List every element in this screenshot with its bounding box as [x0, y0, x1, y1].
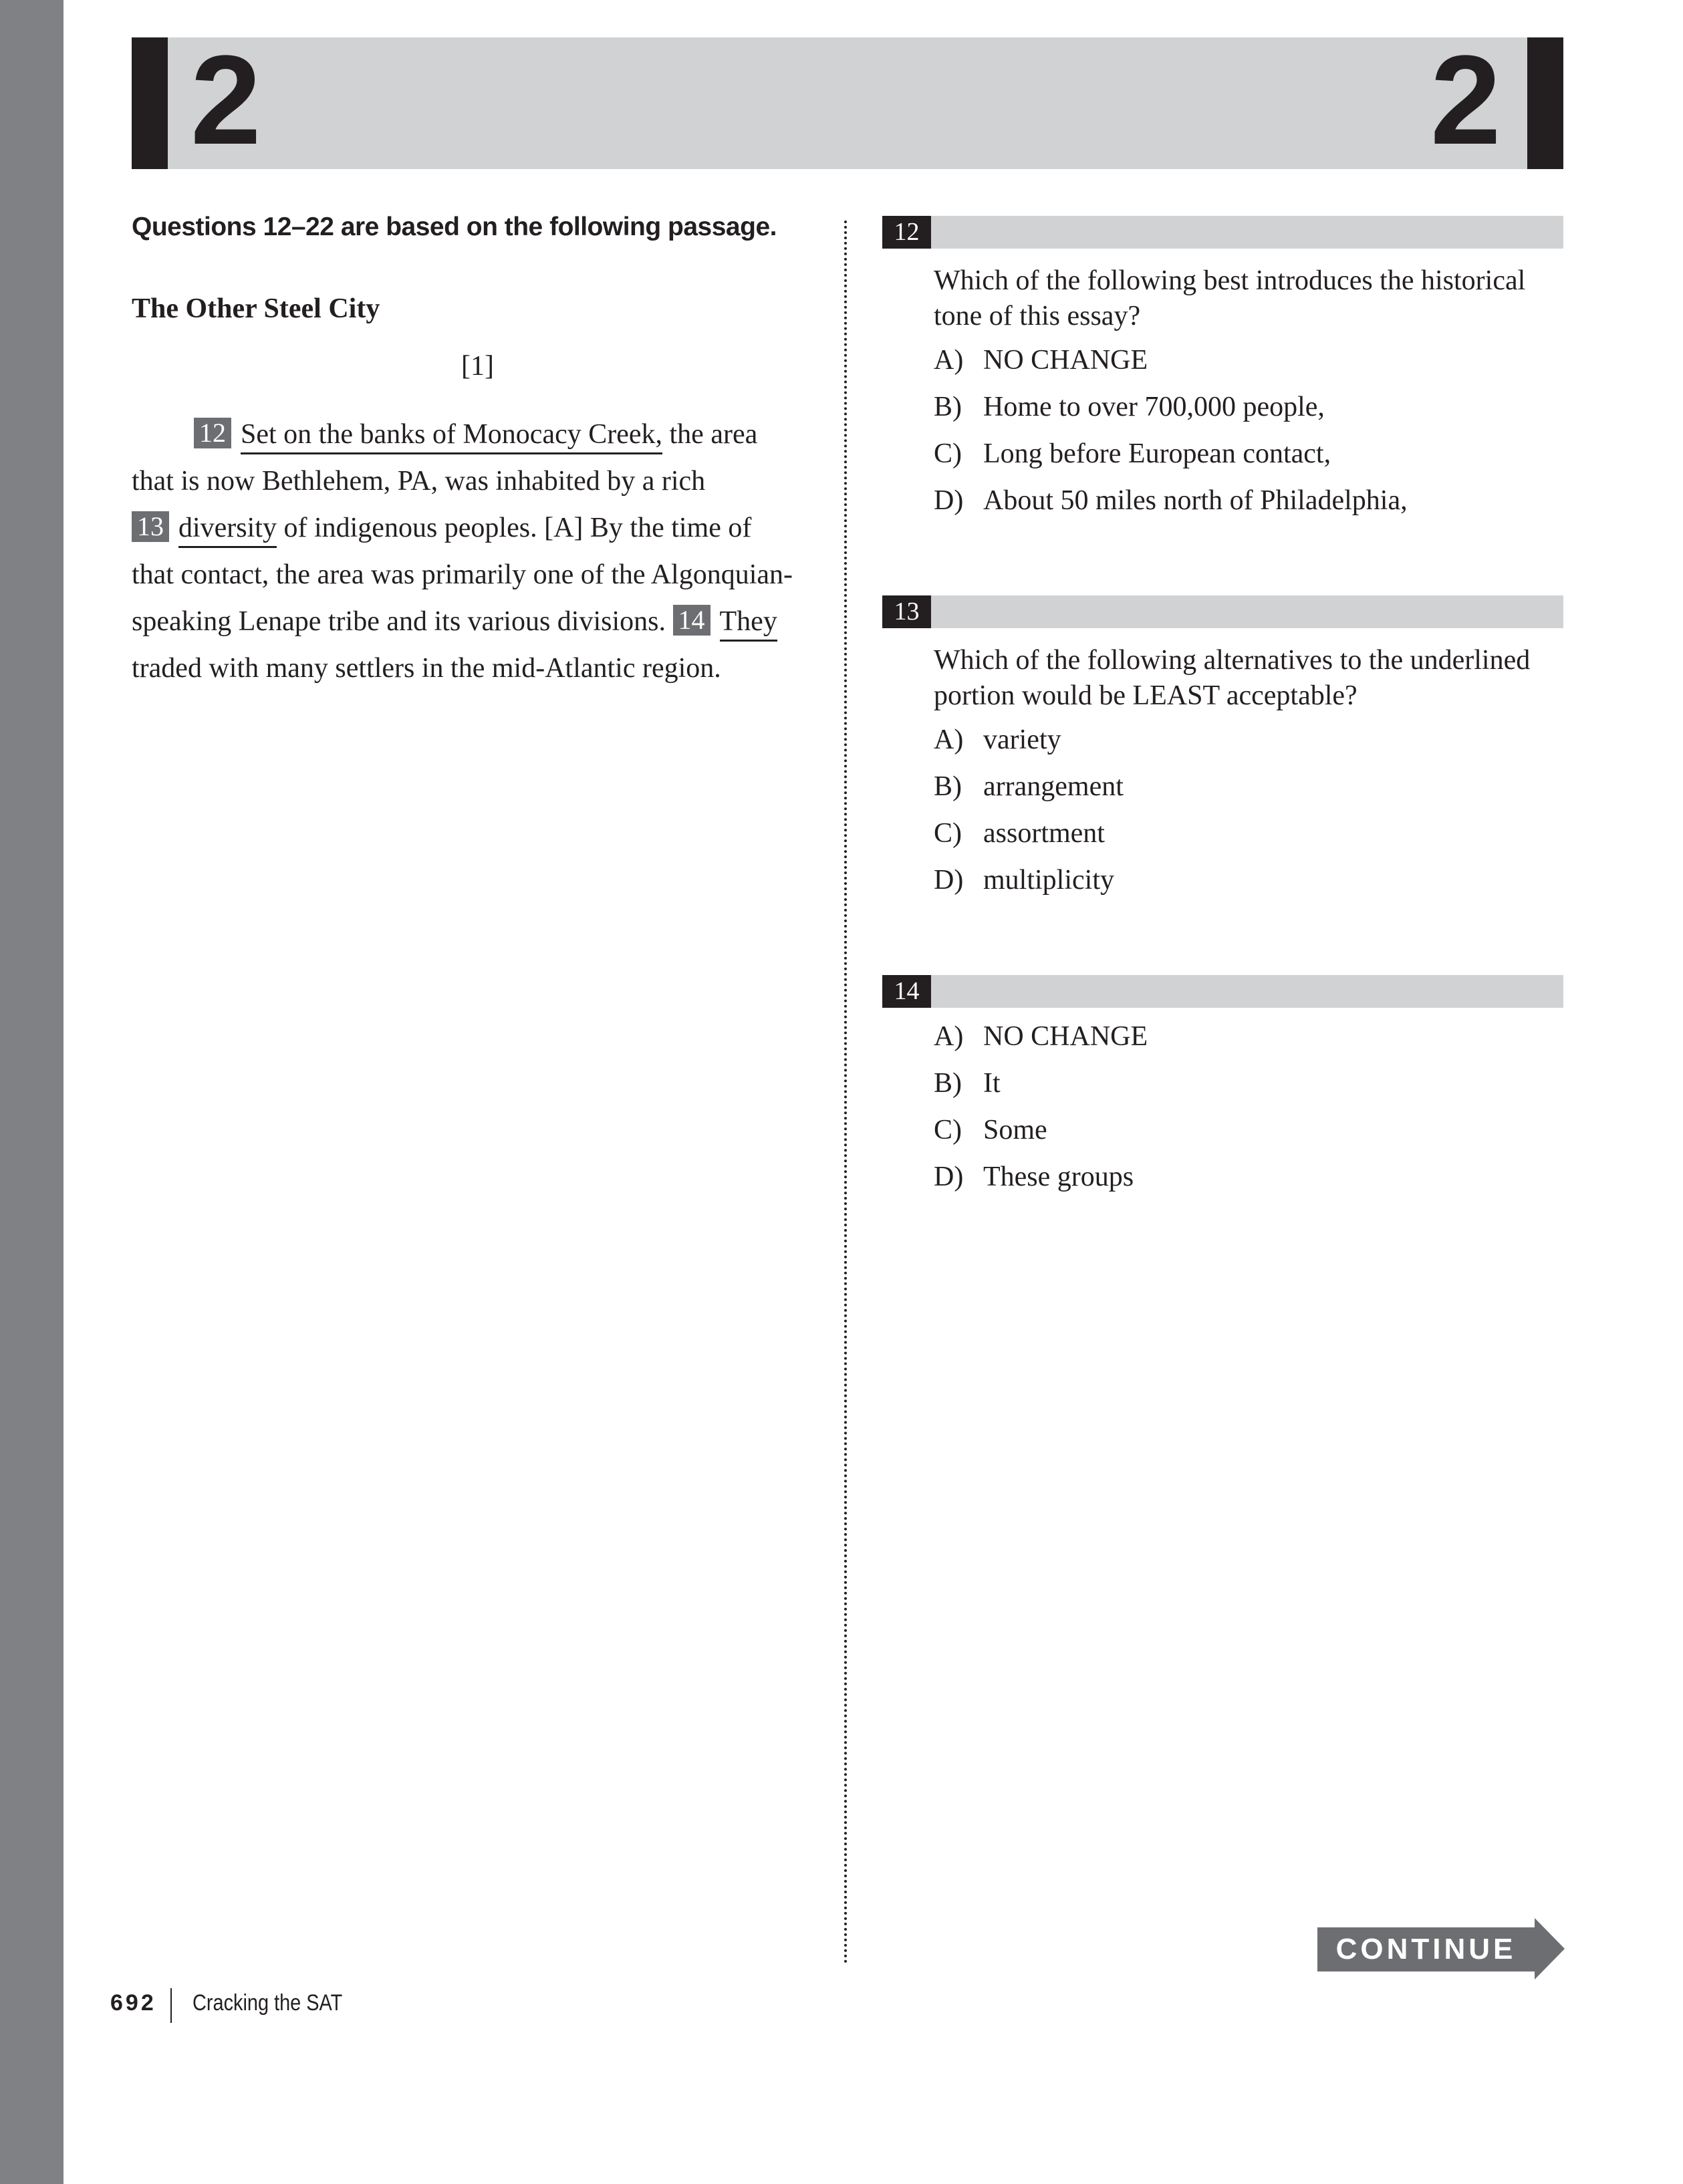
passage-line — [132, 462, 705, 500]
choice-text: NO CHANGE — [983, 345, 1148, 376]
choice-letter: A) — [934, 1021, 964, 1052]
answer-choice-c[interactable] — [934, 1112, 1047, 1148]
passage-segment: that is now Bethlehem, PA, was inhabited by a rich — [132, 466, 706, 497]
choice-text: NO CHANGE — [983, 1021, 1148, 1052]
book-title: Cracking the SAT — [192, 1990, 343, 2016]
choice-text: assortment — [983, 818, 1105, 849]
choice-letter: B) — [934, 1068, 962, 1099]
answer-choice-a[interactable] — [934, 342, 1148, 378]
choice-letter: C) — [934, 438, 962, 469]
choice-letter: C) — [934, 818, 962, 849]
answer-choice-d[interactable] — [934, 862, 1114, 898]
passage-segment: speaking Lenape tribe and its various divisions. — [132, 606, 673, 637]
question-header-14 — [882, 975, 1563, 1008]
passage-line — [132, 556, 793, 593]
choice-letter: D) — [934, 485, 964, 516]
question-header-13 — [882, 595, 1563, 628]
passage-segment: traded with many settlers in the mid-Atlantic region. — [132, 653, 721, 684]
question-number: 12 — [882, 216, 931, 249]
answer-choice-b[interactable] — [934, 1065, 1001, 1101]
section-header-band — [132, 37, 1563, 169]
answer-choice-a[interactable] — [934, 1018, 1148, 1055]
answer-choice-b[interactable] — [934, 769, 1124, 805]
question-text: Which of the following best introduces the historical — [934, 265, 1526, 296]
continue-label: CONTINUE — [1335, 1933, 1517, 1965]
choice-letter: B) — [934, 392, 962, 422]
question-ref-badge[interactable]: 13 — [132, 511, 169, 542]
underlined-portion: diversity — [178, 513, 277, 548]
choice-letter: D) — [934, 865, 964, 896]
question-header-12 — [882, 216, 1563, 249]
section-number-right: 2 — [1430, 29, 1501, 171]
choice-text: These groups — [983, 1162, 1134, 1192]
passage-title: The Other Steel City — [132, 293, 380, 324]
question-number: 14 — [882, 975, 931, 1008]
choice-letter: D) — [934, 1162, 964, 1192]
question-text: portion would be LEAST acceptable? — [934, 680, 1357, 711]
choice-text: About 50 miles north of Philadelphia, — [983, 485, 1408, 516]
page-edge-bar — [0, 0, 63, 2184]
passage-segment: of indigenous peoples. [A] By the time of — [276, 513, 752, 543]
section-number-left: 2 — [190, 29, 261, 171]
choice-letter: A) — [934, 345, 964, 376]
passage-line — [132, 650, 721, 687]
answer-choice-d[interactable] — [934, 483, 1408, 519]
passage-segment: the area — [662, 419, 758, 450]
section-header-right-bar — [1527, 37, 1563, 169]
question-text: Which of the following alternatives to the underlined — [934, 645, 1531, 676]
paragraph-label: [1] — [461, 351, 494, 382]
answer-choice-d[interactable] — [934, 1159, 1134, 1195]
passage-intro: Questions 12–22 are based on the following passage. — [132, 213, 777, 241]
choice-letter: B) — [934, 771, 962, 802]
choice-text: It — [983, 1068, 1001, 1099]
question-text: tone of this essay? — [934, 301, 1141, 331]
footer-divider — [170, 1988, 172, 2023]
choice-letter: A) — [934, 724, 964, 755]
question-ref-badge[interactable]: 14 — [673, 605, 710, 636]
section-header-left-bar — [132, 37, 168, 169]
question-ref-badge[interactable]: 12 — [194, 418, 231, 448]
choice-text: multiplicity — [983, 865, 1114, 896]
choice-text: Home to over 700,000 people, — [983, 392, 1325, 422]
answer-choice-b[interactable] — [934, 389, 1325, 425]
passage-segment: that contact, the area was primarily one of the Algonquian- — [132, 559, 793, 590]
choice-letter: C) — [934, 1115, 962, 1145]
underlined-portion: Set on the banks of Monocacy Creek, — [241, 419, 662, 454]
question-number: 13 — [882, 595, 931, 628]
column-divider — [844, 221, 847, 1965]
choice-text: Some — [983, 1115, 1047, 1145]
page-number: 692 — [110, 1990, 156, 2016]
answer-choice-c[interactable] — [934, 815, 1105, 851]
choice-text: variety — [983, 724, 1061, 755]
passage-line — [132, 509, 751, 547]
choice-text: Long before European contact, — [983, 438, 1331, 469]
underlined-portion: They — [720, 606, 777, 642]
passage-line — [132, 603, 777, 640]
answer-choice-a[interactable] — [934, 722, 1061, 758]
answer-choice-c[interactable] — [934, 436, 1331, 472]
choice-text: arrangement — [983, 771, 1124, 802]
passage-line — [194, 416, 757, 453]
